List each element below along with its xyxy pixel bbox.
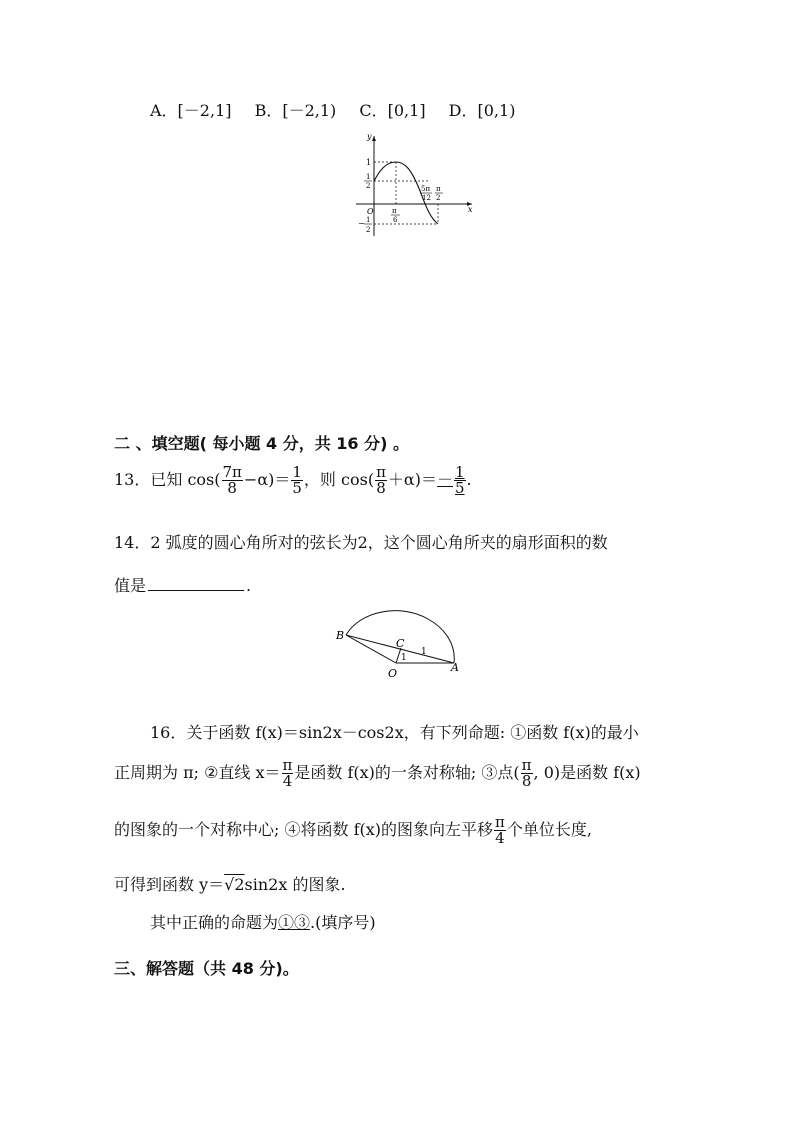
label-1-oc: 1 [401, 653, 407, 663]
x-axis-label: x [468, 205, 473, 214]
q13-lead: 13．已知 cos( [114, 470, 221, 489]
section-3-heading: 三、解答题（共 48 分)。 [114, 959, 299, 978]
q13-mid3: ＋α)＝ [387, 470, 437, 489]
y-axis-arrow [372, 136, 376, 141]
q13-answer-sign: － [436, 470, 453, 489]
label-c: C [396, 637, 405, 650]
q12-choices [150, 98, 533, 121]
sector-figure [330, 605, 470, 685]
q13 [114, 465, 472, 496]
q13-mid1: −α)＝ [243, 470, 291, 489]
q16-line-3-b: 个单位长度, [506, 820, 592, 839]
q14-line-2-text: 值是 [114, 576, 147, 595]
q16-frac-pi-8: $\frac{\pi}{8}$ [521, 756, 532, 790]
choice-c: C．[0,1] [359, 101, 426, 120]
q16-answer: ①③ [278, 913, 311, 932]
q16-line-5-a: 其中正确的命题为 [150, 913, 279, 932]
y-tick-half-num: 1 [366, 173, 371, 181]
q16-line-2-c: , 0)是函数 f(x) [533, 763, 641, 782]
q16-line-2-a: 正周期为 π; ②直线 x＝ [114, 763, 281, 782]
q16-frac-pi-4: $\frac{\pi}{4}$ [282, 756, 293, 790]
q16-frac-pi-4-shift: $\frac{\pi}{4}$ [495, 813, 505, 847]
y-tick-neg-sign: − [358, 219, 365, 228]
q13-frac-7pi-8: $\frac{7\pi}{8}$ [222, 463, 242, 497]
q16-sqrt-2: √2 [224, 875, 245, 894]
x-tick-pi2-den: 2 [436, 194, 441, 202]
radius-ob [346, 635, 396, 663]
q14-line-2-end: . [246, 576, 252, 595]
x-tick-5pi12-den: 12 [422, 194, 431, 202]
y-tick-half-den: 2 [366, 182, 371, 190]
x-tick-pi6-num: π [392, 207, 397, 215]
x-tick-pi6-den: 6 [393, 216, 398, 224]
q13-frac-1-5: $\frac{1}{5}$ [292, 463, 302, 497]
q16-line-5 [150, 910, 376, 933]
section-2-heading: 二 、填空题( 每小题 4 分，共 16 分) 。 [114, 434, 410, 453]
choice-d: D．[0,1) [448, 101, 516, 120]
q14-answer-blank[interactable] [148, 576, 244, 591]
label-1-chord: 1 [421, 647, 427, 657]
x-tick-pi2-num: π [436, 185, 441, 193]
q13-answer-frac: $\frac{1}{5}$ [455, 463, 465, 497]
q12-function-graph [350, 128, 480, 240]
q16-line-2 [114, 758, 641, 789]
q16-line-3 [114, 815, 592, 846]
choice-b: B．[－2,1) [254, 101, 337, 120]
y-axis-label: y [367, 132, 372, 141]
q16-line-5-b: .(填序号) [310, 913, 376, 932]
q14-line-2 [114, 573, 251, 596]
q16-line-4 [114, 872, 346, 895]
q13-end: . [466, 470, 472, 489]
label-b: B [336, 629, 345, 642]
label-a: A [451, 661, 459, 674]
q16-line-1: 16．关于函数 f(x)＝sin2x－cos2x，有下列命题: ①函数 f(x)的最小 [150, 723, 639, 742]
y-tick-neg-half-num: 1 [366, 216, 371, 224]
q16-line-4-a: 可得到函数 y＝ [114, 875, 225, 894]
y-tick-neg-half-den: 2 [366, 226, 371, 234]
q13-mid2: ，则 cos( [303, 470, 375, 489]
origin-label: O [367, 207, 374, 216]
x-tick-5pi12-num: 5π [421, 185, 431, 193]
q16-line-3-a: 的图象的一个对称中心; ④将函数 f(x)的图象向左平移 [114, 820, 493, 839]
q16-line-2-b: 是函数 f(x)的一条对称轴; ③点( [294, 763, 520, 782]
q13-frac-pi-8: $\frac{\pi}{8}$ [376, 463, 386, 497]
q16-line-4-b: sin2x 的图象. [244, 875, 346, 894]
q14-line-1: 14．2 弧度的圆心角所对的弦长为2，这个圆心角所夹的扇形面积的数 [114, 533, 608, 552]
y-tick-1: 1 [366, 158, 372, 167]
label-o: O [388, 667, 398, 680]
choice-a: A．[－2,1] [150, 101, 232, 120]
